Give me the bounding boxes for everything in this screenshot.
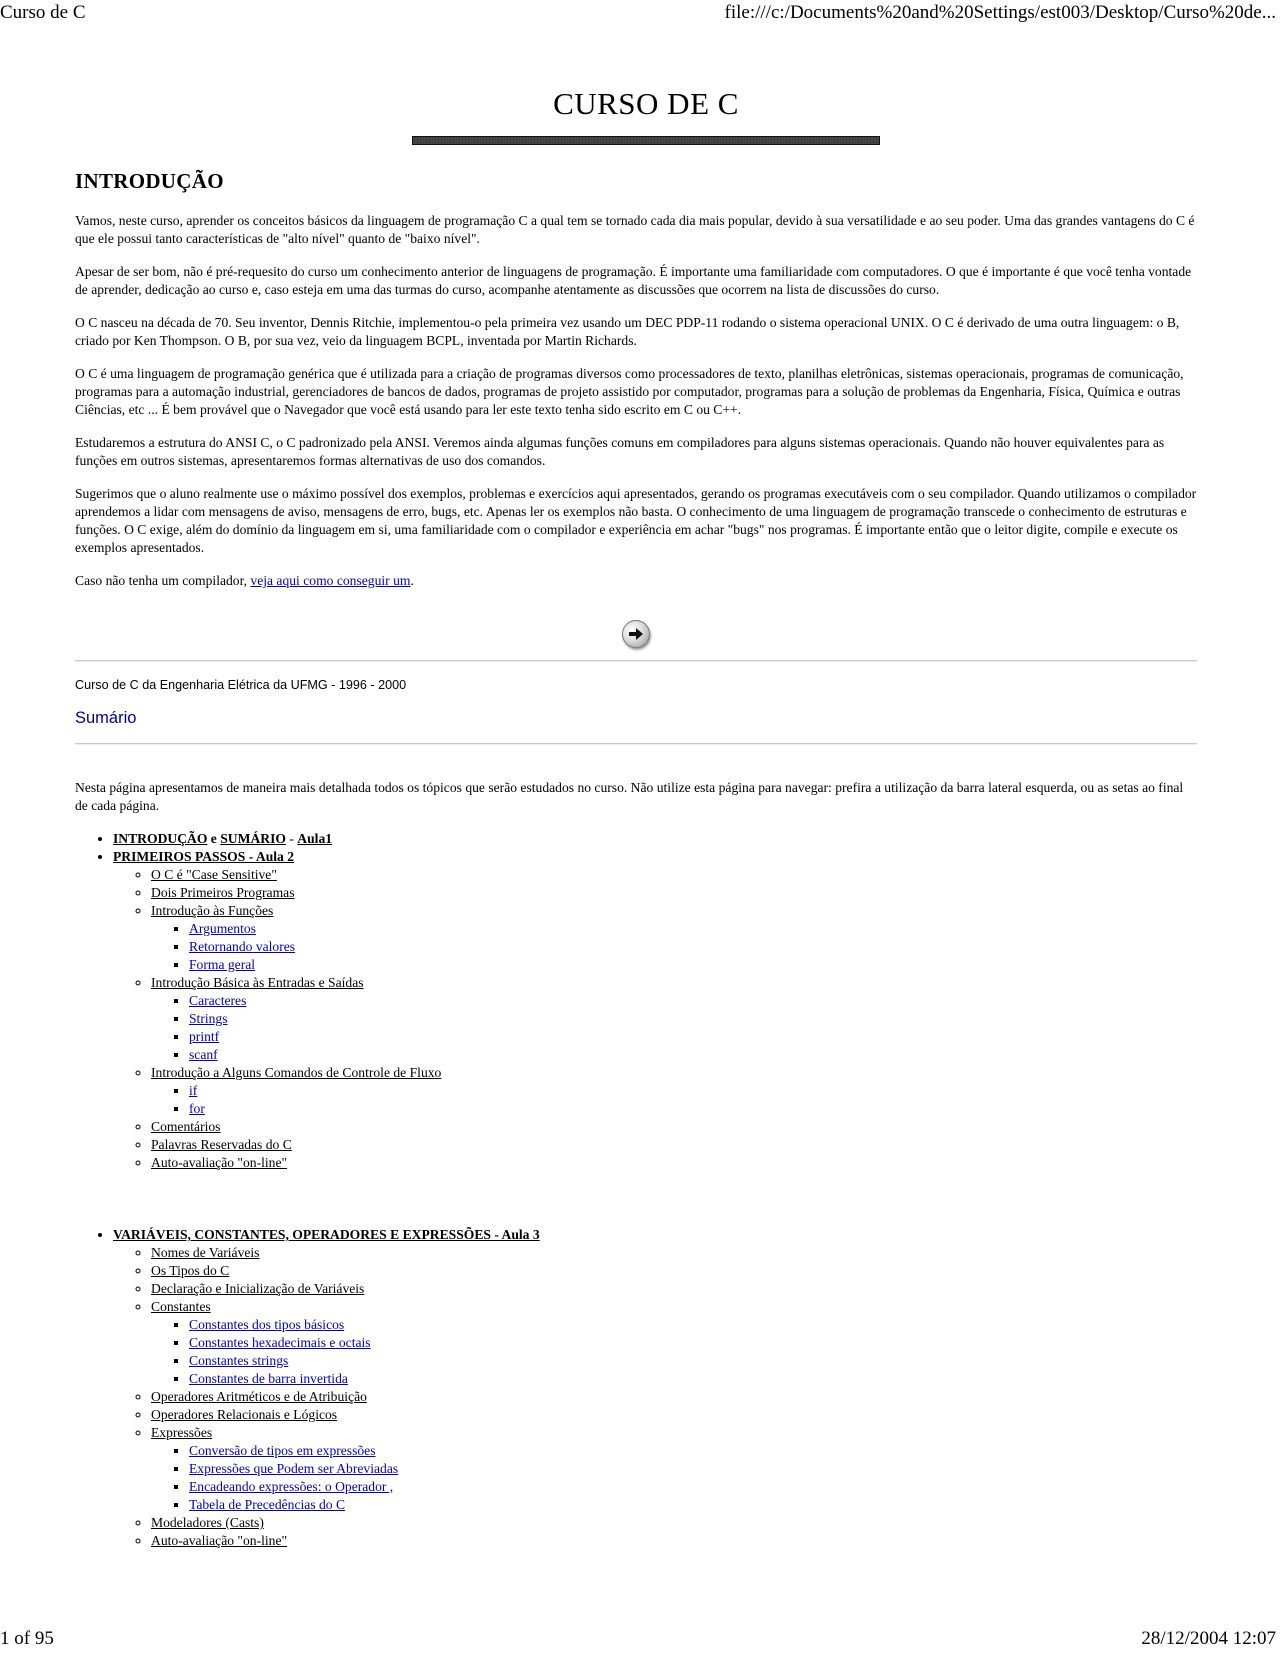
divider-2 xyxy=(75,743,1197,745)
intro-paragraph-5: Estudaremos a estrutura do ANSI C, o C padronizado pela ANSI. Veremos ainda algumas funções comuns em compiladores para alguns sistemas operacionais. Quando não houver equivalentes para as funções em outros sistemas, apresentaremos formas alternativas de uso dos comandos. xyxy=(75,435,1165,468)
toc-item xyxy=(189,1316,1197,1334)
toc-link-printf[interactable]: printf xyxy=(189,1029,220,1044)
toc-item xyxy=(189,1460,1197,1478)
toc-item xyxy=(151,902,1197,974)
toc-item xyxy=(151,866,1197,884)
toc-item xyxy=(151,974,1197,1064)
toc-link-const-strings[interactable]: Constantes strings xyxy=(189,1353,289,1368)
toc-item xyxy=(151,1136,1197,1154)
toc-item xyxy=(189,920,1197,938)
intro-paragraph-2: Apesar de ser bom, não é pré-requesito do curso um conhecimento anterior de linguagens de programação. É importante uma familiaridade com computadores. O que é importante é que você tenha vontade de aprender, dedicação ao curso e, caso esteja em uma das turmas do curso, acompanhe atentamente as discussões que ocorrem na lista de discussões do curso. xyxy=(75,264,1192,297)
sumario-intro: Nesta página apresentamos de maneira mais detalhada todos os tópicos que serão estudados no curso. Não utilize esta página para navegar: prefira a utilização da barra lateral esquerda, ou as setas ao final de cada página. xyxy=(75,780,1184,813)
toc-link-case-sensitive[interactable]: O C é "Case Sensitive" xyxy=(151,867,277,882)
toc-link-declaracao[interactable]: Declaração e Inicialização de Variáveis xyxy=(151,1281,365,1296)
toc-item xyxy=(151,1424,1197,1514)
toc-sublist xyxy=(151,1316,1197,1388)
toc-aula1-dash: - xyxy=(285,831,298,846)
toc-link-aula2[interactable]: PRIMEIROS PASSOS - Aula 2 xyxy=(113,849,295,864)
toc-item xyxy=(151,1262,1197,1280)
intro-paragraph-1: Vamos, neste curso, aprender os conceitos básicos da linguagem de programação C a qual tem se tornado cada dia mais popular, devido à sua versatilidade e ao seu poder. Uma das grandes vantagens do C é que ele possui tanto características de "alto nível" quanto de "baixo nível". xyxy=(75,213,1195,246)
toc-item xyxy=(189,992,1197,1010)
toc-item xyxy=(151,1388,1197,1406)
toc-item xyxy=(151,1064,1197,1118)
toc-link-op-aritmeticos[interactable]: Operadores Aritméticos e de Atribuição xyxy=(151,1389,367,1404)
toc-link-auto-avaliacao-2[interactable]: Auto-avaliação "on-line" xyxy=(151,1155,288,1170)
toc-link-precedencias[interactable]: Tabela de Precedências do C xyxy=(189,1497,346,1512)
print-footer xyxy=(0,1626,1280,1656)
toc-link-expressoes[interactable]: Expressões xyxy=(151,1425,213,1440)
toc-link-caracteres[interactable]: Caracteres xyxy=(189,993,247,1008)
toc-item xyxy=(151,1298,1197,1388)
toc-item xyxy=(189,1496,1197,1514)
toc-item xyxy=(189,1028,1197,1046)
toc-link-conversao[interactable]: Conversão de tipos em expressões xyxy=(189,1443,376,1458)
divider-1 xyxy=(75,660,1197,662)
toc-item xyxy=(151,884,1197,902)
toc-link-op-relacionais[interactable]: Operadores Relacionais e Lógicos xyxy=(151,1407,338,1422)
toc-sublist xyxy=(151,992,1197,1064)
page-content xyxy=(75,86,1197,1550)
toc-sublist xyxy=(151,1442,1197,1514)
toc-aula2 xyxy=(113,848,1197,1172)
toc-link-scanf[interactable]: scanf xyxy=(189,1047,218,1062)
next-nav xyxy=(75,620,1197,650)
toc-item xyxy=(189,1082,1197,1100)
toc-item xyxy=(151,1154,1197,1172)
toc-list xyxy=(75,830,1197,1172)
toc-item xyxy=(151,1280,1197,1298)
toc-link-nomes-variaveis[interactable]: Nomes de Variáveis xyxy=(151,1245,260,1260)
toc-sublist xyxy=(151,920,1197,974)
toc-link-constantes[interactable]: Constantes xyxy=(151,1299,211,1314)
toc-item xyxy=(151,1244,1197,1262)
credit-line: Curso de C da Engenharia Elétrica da UFMG - 1996 - 2000 xyxy=(75,678,407,692)
sumario-title: Sumário xyxy=(75,709,137,727)
toc-link-introducao[interactable]: INTRODUÇÃO xyxy=(113,831,208,846)
toc-link-comentarios[interactable]: Comentários xyxy=(151,1119,221,1134)
toc-link-auto-avaliacao-3[interactable]: Auto-avaliação "on-line" xyxy=(151,1533,288,1548)
toc-sublist xyxy=(151,1082,1197,1118)
toc-link-controle-fluxo[interactable]: Introdução a Alguns Comandos de Controle de Fluxo xyxy=(151,1065,442,1080)
toc-link-entradas-saidas[interactable]: Introdução Básica às Entradas e Saídas xyxy=(151,975,364,990)
toc-link-const-barra[interactable]: Constantes de barra invertida xyxy=(189,1371,348,1386)
toc-item xyxy=(189,956,1197,974)
compiler-text: Caso não tenha um compilador, xyxy=(75,573,251,588)
intro-heading: INTRODUÇÃO xyxy=(75,169,224,193)
toc-item xyxy=(189,1100,1197,1118)
toc-link-aula1[interactable]: Aula1 xyxy=(297,831,333,846)
toc-link-tipos[interactable]: Os Tipos do C xyxy=(151,1263,230,1278)
page-count: 1 of 95 xyxy=(0,1628,54,1649)
toc-link-dois-programas[interactable]: Dois Primeiros Programas xyxy=(151,885,295,900)
toc-link-argumentos[interactable]: Argumentos xyxy=(189,921,256,936)
toc-link-sumario[interactable]: SUMÁRIO xyxy=(220,831,286,846)
print-header-url: file:///c:/Documents%20and%20Settings/est003/Desktop/Curso%20de... xyxy=(724,2,1276,23)
toc-item xyxy=(189,1334,1197,1352)
toc-item xyxy=(151,1406,1197,1424)
toc-item xyxy=(151,1514,1197,1532)
toc-item xyxy=(189,938,1197,956)
toc-item xyxy=(151,1118,1197,1136)
print-timestamp: 28/12/2004 12:07 xyxy=(1141,1628,1276,1649)
toc-sublist xyxy=(113,1244,1197,1550)
toc-link-const-basicos[interactable]: Constantes dos tipos básicos xyxy=(189,1317,345,1332)
toc-sublist xyxy=(113,866,1197,1172)
toc-list-2 xyxy=(75,1226,1197,1550)
compiler-link[interactable]: veja aqui como conseguir um xyxy=(250,573,411,588)
toc-link-encadeando[interactable]: Encadeando expressões: o Operador , xyxy=(189,1479,394,1494)
toc-link-const-hex[interactable]: Constantes hexadecimais e octais xyxy=(189,1335,371,1350)
toc-gap xyxy=(75,1172,1197,1226)
intro-paragraph-4: O C é uma linguagem de programação genérica que é utilizada para a criação de programas diversos como processadores de texto, planilhas eletrônicas, sistemas operacionais, programas de comunicação, programas para a automação industrial, gerenciadores de bancos de dados, programas de projeto assistido por computador, programas para a solução de problemas da Engenharia, Física, Química e outras Ciências, etc ... É bem provável que o Navegador que você está usando para ler este texto tenha sido escrito em C ou C++. xyxy=(75,366,1184,417)
toc-aula1 xyxy=(113,830,1197,848)
toc-link-modeladores[interactable]: Modeladores (Casts) xyxy=(151,1515,264,1530)
print-header-title: Curso de C xyxy=(0,2,86,23)
toc-aula1-e: e xyxy=(207,831,221,846)
toc-link-abreviadas[interactable]: Expressões que Podem ser Abreviadas xyxy=(189,1461,399,1476)
toc-item xyxy=(189,1352,1197,1370)
compiler-end: . xyxy=(410,573,414,588)
intro-paragraph-3: O C nasceu na década de 70. Seu inventor, Dennis Ritchie, implementou-o pela primeira vez usando um DEC PDP-11 rodando o sistema operacional UNIX. O C é derivado de uma outra linguagem: o B, criado por Ken Thompson. O B, por sua vez, veio da linguagem BCPL, inventada por Martin Richards. xyxy=(75,315,1180,348)
intro-paragraph-6: Sugerimos que o aluno realmente use o máximo possível dos exemplos, problemas e exercícios aqui apresentados, gerando os programas executáveis com o seu compilador. Quando utilizamos o compilador aprendemos a lidar com mensagens de aviso, mensagens de erro, bugs, etc. Apenas ler os exemplos não basta. O conhecimento de uma linguagem de programação transcede o conhecimento de estruturas e funções. O C exige, além do domínio da linguagem em si, uma familiaridade com o compilador e experiência em achar "bugs" nos programas. É importante então que o leitor digite, compile e execute os exemplos apresentados. xyxy=(75,486,1197,555)
toc-item xyxy=(189,1478,1197,1496)
next-page-button[interactable] xyxy=(622,620,650,648)
toc-link-if[interactable]: if xyxy=(189,1083,198,1098)
print-header xyxy=(0,0,1280,30)
title-divider xyxy=(412,136,880,145)
toc-item xyxy=(189,1442,1197,1460)
toc-item xyxy=(189,1046,1197,1064)
compiler-paragraph xyxy=(75,572,1197,590)
toc-item xyxy=(151,1532,1197,1550)
arrow-right-icon xyxy=(628,627,644,641)
toc-link-palavras-reservadas[interactable]: Palavras Reservadas do C xyxy=(151,1137,292,1152)
toc-item xyxy=(189,1370,1197,1388)
toc-item xyxy=(189,1010,1197,1028)
toc-link-aula3[interactable]: VARIÁVEIS, CONSTANTES, OPERADORES E EXPRESSÕES - Aula 3 xyxy=(113,1227,540,1242)
page-title: CURSO DE C xyxy=(553,86,739,121)
toc-aula3 xyxy=(113,1226,1197,1550)
toc-link-forma-geral[interactable]: Forma geral xyxy=(189,957,256,972)
toc-link-funcoes[interactable]: Introdução às Funções xyxy=(151,903,274,918)
toc-link-strings[interactable]: Strings xyxy=(189,1011,228,1026)
toc-link-for[interactable]: for xyxy=(189,1101,205,1116)
toc-link-retornando[interactable]: Retornando valores xyxy=(189,939,296,954)
